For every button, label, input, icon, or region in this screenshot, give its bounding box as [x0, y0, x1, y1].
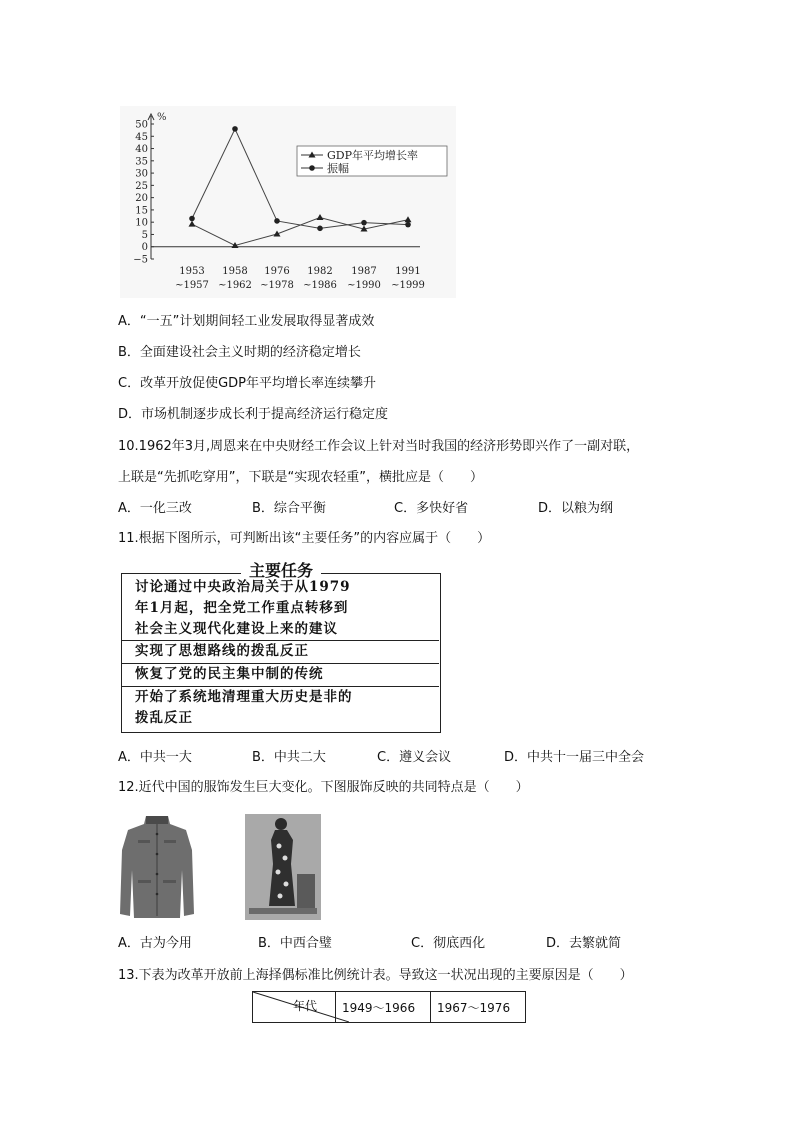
amplitude-point — [232, 126, 238, 132]
gdp-line-chart — [120, 106, 456, 298]
gdp-point — [317, 214, 324, 220]
gdp-point — [189, 221, 196, 227]
q12-stem: 12.近代中国的服饰发生巨大变化。下图服饰反映的共同特点是（ ） — [118, 780, 529, 795]
q10-option-d: D．以粮为纲 — [538, 501, 614, 516]
q10-option-c: C．多快好省 — [394, 501, 469, 516]
y-tick-label: 5 — [141, 229, 148, 241]
task-row-2-line-1: 实现了思想路线的拨乱反正 — [135, 643, 309, 659]
task-row-4-line-2: 拨乱反正 — [135, 710, 193, 726]
y-tick-label: 15 — [135, 205, 148, 217]
task-row-1-line-3: 社会主义现代化建设上来的建议 — [135, 621, 338, 637]
x-tick-label: ~1986 — [303, 280, 337, 291]
table-header-1949: 1949～1966 — [336, 992, 431, 1023]
x-tick-label: 1991 — [395, 266, 421, 277]
legend-label: 振幅 — [327, 162, 349, 175]
amplitude-point — [274, 218, 280, 224]
x-tick-label: 1987 — [351, 266, 377, 277]
x-tick-label: ~1978 — [260, 280, 294, 291]
table-header-1967: 1967～1976 — [431, 992, 526, 1023]
q10-stem-line2: 上联是“先抓吃穿用”，下联是“实现农轻重”，横批应是（ ） — [118, 470, 483, 485]
x-tick-label: ~1990 — [347, 280, 381, 291]
y-tick-label: 0 — [141, 242, 148, 254]
table-header-era-label: 年代 — [293, 998, 318, 1013]
zhongshan-suit-photo — [118, 810, 196, 920]
main-tasks-title: 主要任务 — [241, 561, 321, 580]
x-tick-label: ~1999 — [391, 280, 425, 291]
gdp-point — [405, 216, 412, 222]
chart-canvas — [120, 106, 456, 298]
qipao-photo — [245, 814, 321, 920]
q9-option-c: C．改革开放促使GDP年平均增长率连续攀升 — [118, 376, 377, 391]
y-tick-label: 25 — [135, 180, 148, 192]
q11-option-d: D．中共十一届三中全会 — [504, 750, 645, 765]
q10-option-a: A．一化三改 — [118, 501, 192, 516]
q12-option-a: A．古为今用 — [118, 936, 192, 951]
q11-option-c: C．遵义会议 — [377, 750, 452, 765]
amplitude-point — [361, 220, 367, 226]
amplitude-point — [405, 222, 411, 228]
task-row-1 — [121, 577, 439, 640]
series-line — [192, 129, 408, 228]
y-tick-label: 20 — [135, 193, 148, 205]
x-tick-label: 1953 — [179, 266, 205, 277]
x-tick-label: 1976 — [264, 266, 290, 277]
task-row-2 — [121, 640, 439, 662]
q11-option-b: B．中共二大 — [252, 750, 326, 765]
legend-marker — [309, 165, 315, 171]
q9-option-a: A．“一五”计划期间轻工业发展取得显著成效 — [118, 314, 375, 329]
task-row-4-line-1: 开始了系统地清理重大历史是非的 — [135, 689, 353, 705]
amplitude-point — [189, 216, 195, 222]
q12-option-c: C．彻底西化 — [411, 936, 486, 951]
task-row-3 — [121, 663, 439, 685]
y-tick-label: 35 — [135, 156, 148, 168]
y-tick-label: 40 — [135, 144, 148, 156]
q12-option-d: D．去繁就简 — [546, 936, 622, 951]
x-tick-label: ~1957 — [175, 280, 209, 291]
task-row-1-line-1: 讨论通过中央政治局关于从1979 — [135, 579, 351, 595]
legend-label: GDP年平均增长率 — [327, 149, 419, 162]
y-tick-label: −5 — [133, 254, 148, 266]
q11-option-a: A．中共一大 — [118, 750, 192, 765]
task-row-4 — [121, 686, 439, 729]
series-line — [192, 218, 408, 246]
task-row-1-line-2: 年1月起，把全党工作重点转移到 — [135, 600, 349, 616]
y-tick-label: 45 — [135, 131, 148, 143]
x-tick-label: ~1962 — [218, 280, 252, 291]
amplitude-point — [317, 226, 323, 232]
table-header-row — [253, 992, 526, 1023]
q12-option-b: B．中西合璧 — [258, 936, 332, 951]
table-header-era — [253, 992, 336, 1023]
mate-selection-table — [252, 991, 526, 1023]
y-axis-unit: % — [157, 112, 167, 123]
y-tick-label: 50 — [135, 119, 148, 131]
q9-option-b: B．全面建设社会主义时期的经济稳定增长 — [118, 345, 361, 360]
q10-option-b: B．综合平衡 — [252, 501, 326, 516]
x-tick-label: 1958 — [222, 266, 248, 277]
q9-option-d: D．市场机制逐步成长利于提高经济运行稳定度 — [118, 407, 389, 422]
y-tick-label: 30 — [135, 168, 148, 180]
q11-stem: 11.根据下图所示，可判断出该“主要任务”的内容应属于（ ） — [118, 531, 491, 546]
q13-stem: 13.下表为改革开放前上海择偶标准比例统计表。导致这一状况出现的主要原因是（ ） — [118, 968, 633, 983]
q10-stem-line1: 10.1962年3月,周恩来在中央财经工作会议上针对当时我国的经济形势即兴作了一副对联， — [118, 439, 640, 454]
main-tasks-figure — [121, 562, 441, 732]
x-tick-label: 1982 — [307, 266, 333, 277]
task-row-3-line-1: 恢复了党的民主集中制的传统 — [135, 666, 324, 682]
y-tick-label: 10 — [135, 217, 148, 229]
